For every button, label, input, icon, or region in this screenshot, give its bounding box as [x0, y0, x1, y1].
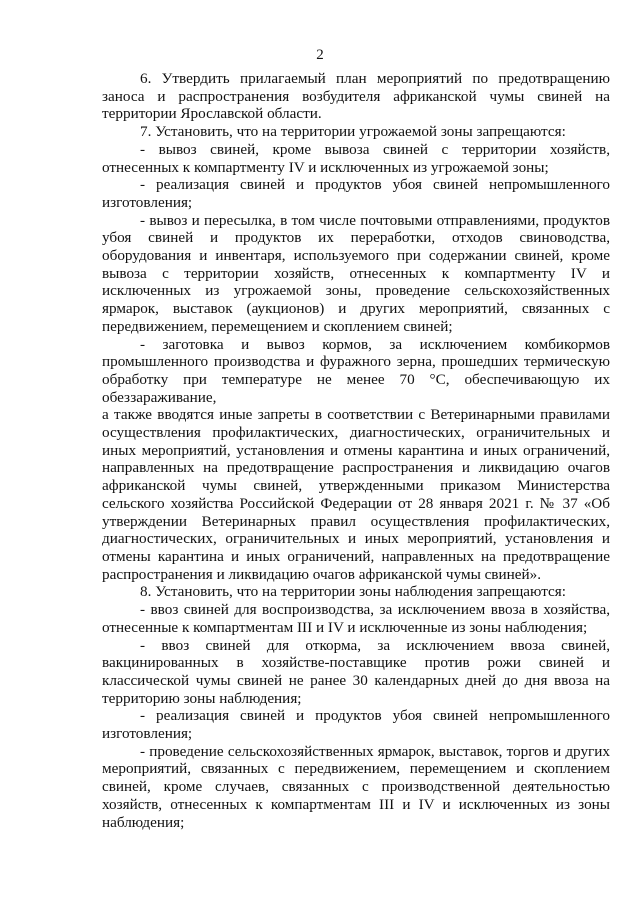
document-body [102, 70, 610, 831]
paragraph: - ввоз свиней для воспроизводства, за исключением ввоза в хозяйства, отнесенные к компартментам III и IV и исключенные из зоны наблюдения; [102, 601, 610, 636]
paragraph: 8. Установить, что на территории зоны наблюдения запрещаются: [140, 583, 566, 601]
paragraph: - проведение сельскохозяйственных ярмарок, выставок, торгов и других мероприятий, связанных с передвижением, перемещением и скоплением свиней, кроме случаев, связанных с производственной деятельностью хозяйств, отнесенных к компартментам III и IV и исключенных из зоны наблюдения; [102, 742, 610, 831]
paragraph: - реализация свиней и продуктов убоя свиней непромышленного изготовления; [102, 176, 610, 211]
paragraph: - заготовка и вывоз кормов, за исключением комбикормов промышленного производства и фуражного зерна, прошедших термическую обработку при температуре не менее 70 °С, обеспечивающую их обеззараживание, [102, 335, 610, 406]
paragraph: - вывоз и пересылка, в том числе почтовыми отправлениями, продуктов убоя свиней и продуктов их переработки, отходов свиноводства, оборудования и инвентаря, используемого при содержании свиней, кроме вывоза с территории хозяйств, отнесенных к компартменту IV и исключенных из угрожаемой зоны, проведение сельскохозяйственных ярмарок, выставок (аукционов) и других мероприятий, связанных с передвижением, перемещением и скоплением свиней; [102, 211, 610, 335]
paragraph: - ввоз свиней для откорма, за исключением ввоза свиней, вакцинированных в хозяйстве-поставщике против рожи свиней и классической чумы свиней не ранее 30 календарных дней до дня ввоза на территорию зоны наблюдения; [102, 636, 610, 707]
paragraph: - вывоз свиней, кроме вывоза свиней с территории хозяйств, отнесенных к компартменту IV и исключенных из угрожаемой зоны; [102, 140, 610, 176]
paragraph: 7. Установить, что на территории угрожаемой зоны запрещаются: [140, 123, 566, 141]
page-number: 2 [316, 47, 324, 63]
paragraph: а также вводятся иные запреты в соответствии с Ветеринарными правилами осуществления профилактических, диагностических, ограничительных и иных мероприятий, установления и отмены карантина и иных ограничений, направленных на предотвращение распространения и ликвидацию очагов африканской чумы свиней, утвержденными приказом Министерства сельского хозяйства Российской Федерации от 28 января 2021 г. № 37 «Об утверждении Ветеринарных правил осуществления профилактических, диагностических, ограничительных и иных мероприятий, установления и отмены карантина и иных ограничений, направленных на предотвращение распространения и ликвидацию очагов африканской чумы свиней». [102, 406, 610, 583]
paragraph: 6. Утвердить прилагаемый план мероприятий по предотвращению заноса и распространения возбудителя африканской чумы свиней на территории Ярославской области. [102, 70, 610, 123]
paragraph: - реализация свиней и продуктов убоя свиней непромышленного изготовления; [102, 707, 610, 743]
